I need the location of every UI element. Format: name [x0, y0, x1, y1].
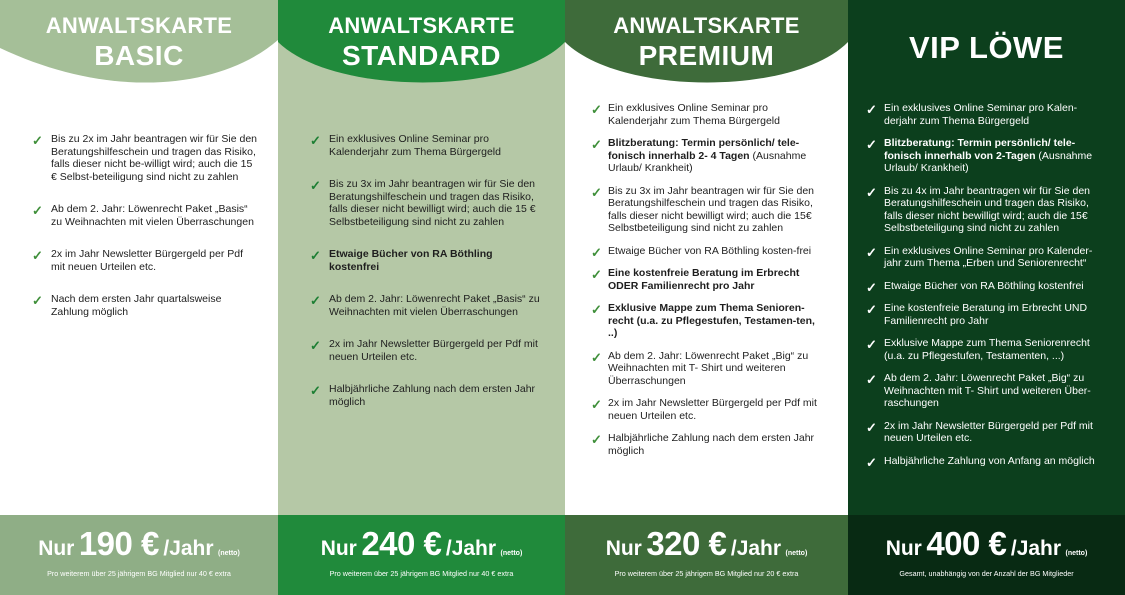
feature-item	[565, 185, 848, 235]
feature-item	[0, 293, 278, 318]
feature-list	[565, 102, 848, 467]
feature-item	[848, 420, 1125, 445]
price-prefix: Nur	[605, 537, 642, 560]
feature-bold: Blitzberatung: Termin persönlich/ tele-fonisch innerhalb von 2-Tagen	[884, 137, 1076, 162]
feature-item	[0, 203, 278, 228]
card-title: VIP LÖWE	[908, 30, 1064, 65]
price-net: (netto)	[785, 550, 808, 557]
feature-item	[278, 248, 565, 273]
check-icon: ✓	[310, 293, 321, 308]
card-header	[0, 0, 278, 104]
feature-item	[848, 245, 1125, 270]
card-standard	[278, 0, 565, 595]
feature-item	[278, 178, 565, 228]
check-icon: ✓	[310, 178, 321, 193]
check-icon: ✓	[310, 248, 321, 263]
feature-item	[848, 302, 1125, 327]
feature-item	[278, 293, 565, 318]
price-footnote: Pro weiterem über 25 jährigem BG Mitglied nur 20 € extra	[614, 569, 799, 578]
price-prefix: Nur	[885, 537, 922, 560]
feature-item	[565, 102, 848, 127]
check-icon: ✓	[866, 419, 877, 435]
price-footnote: Gesamt, unabhängig von der Anzahl der BG Mitglieder	[899, 569, 1074, 578]
card-vip	[848, 0, 1125, 595]
check-icon: ✓	[591, 432, 602, 447]
card-header	[278, 0, 565, 104]
price-net: (netto)	[1065, 550, 1088, 557]
price-value: 400 €	[926, 525, 1007, 562]
card-title-line2: BASIC	[94, 40, 184, 71]
check-icon: ✓	[591, 349, 602, 365]
price-net: (netto)	[218, 550, 240, 557]
check-icon: ✓	[591, 102, 602, 117]
feature-item	[565, 137, 848, 175]
card-title-line2: PREMIUM	[638, 40, 775, 71]
feature-item	[278, 133, 565, 158]
check-icon: ✓	[310, 133, 321, 148]
check-icon: ✓	[866, 137, 877, 152]
price-prefix: Nur	[38, 537, 75, 560]
feature-item	[848, 102, 1125, 127]
feature-text: 2x im Jahr Newsletter Bürgergeld per Pdf mit neuen Urteilen etc.	[51, 248, 243, 273]
feature-item	[0, 248, 278, 273]
feature-text: Ab dem 2. Jahr: Löwenrecht Paket „Big“ zu Weihnachten mit T- Shirt und weiteren Über-raschungen	[884, 372, 1091, 409]
feature-text: Bis zu 3x im Jahr beantragen wir für Sie den Beratungshilfeschein und tragen das Risiko, falls dieser nicht bewilligt wird; auch die 15€ Selbstbeteiligung sind nicht zu zahlen	[608, 184, 815, 234]
price-line	[0, 525, 278, 563]
check-icon: ✓	[591, 302, 602, 317]
feature-bold: Etwaige Bücher von RA Böthling kostenfrei	[329, 248, 493, 273]
check-icon: ✓	[591, 184, 602, 200]
feature-text: Halbjährliche Zahlung nach dem ersten Jahr möglich	[608, 432, 815, 457]
card-title-line2: STANDARD	[341, 40, 502, 71]
feature-text: (Ausnahme Urlaub/ Krankheit)	[884, 149, 1093, 174]
check-icon: ✓	[591, 137, 602, 152]
feature-text: Halbjährliche Zahlung nach dem ersten Jahr möglich	[329, 383, 536, 408]
card-title-line1: ANWALTSKARTE	[45, 13, 233, 38]
feature-item	[565, 245, 848, 258]
check-icon: ✓	[866, 337, 877, 352]
card-header	[848, 0, 1125, 104]
feature-item	[0, 133, 278, 183]
feature-item	[278, 383, 565, 408]
feature-text: 2x im Jahr Newsletter Bürgergeld per Pdf mit neuen Urteilen etc.	[608, 397, 817, 422]
price-net: (netto)	[500, 550, 523, 557]
price-suffix: /Jahr	[1010, 537, 1062, 560]
check-icon: ✓	[866, 279, 877, 295]
feature-text: Ein exklusives Online Seminar pro Kalen-derjahr zum Thema Bürgergeld	[884, 102, 1078, 127]
price-prefix: Nur	[320, 537, 357, 560]
price-value: 240 €	[361, 525, 442, 562]
price-suffix: /Jahr	[163, 537, 214, 560]
price-line	[565, 525, 848, 563]
feature-item	[848, 372, 1125, 410]
check-icon: ✓	[866, 454, 877, 470]
feature-text: Eine kostenfreie Beratung im Erbrecht UND Familienrecht pro Jahr	[884, 302, 1088, 327]
feature-item	[278, 338, 565, 363]
feature-text: Ein exklusives Online Seminar pro Kalender-jahr zum Thema „Erben und Seniorenrecht“	[884, 244, 1093, 269]
feature-list	[278, 133, 565, 428]
price-footer	[0, 515, 278, 595]
feature-text: Ein exklusives Online Seminar pro Kalenderjahr zum Thema Bürgergeld	[329, 133, 501, 158]
check-icon: ✓	[866, 184, 877, 200]
feature-text: Ab dem 2. Jahr: Löwenrecht Paket „Basis“ zu Weihnachten mit vielen Überraschungen	[329, 293, 540, 318]
price-line	[278, 525, 565, 563]
price-footer	[848, 515, 1125, 595]
price-suffix: /Jahr	[445, 537, 497, 560]
check-icon: ✓	[32, 293, 43, 308]
feature-bold: Exklusive Mappe zum Thema Senioren-recht (u.a. zu Pflegestufen, Testamen-ten, ..)	[608, 302, 815, 339]
feature-text: Nach dem ersten Jahr quartalsweise Zahlung möglich	[51, 293, 222, 318]
card-title-line1: ANWALTSKARTE	[328, 13, 515, 38]
feature-list	[848, 102, 1125, 477]
check-icon: ✓	[866, 302, 877, 317]
feature-text: (Ausnahme Urlaub/ Krankheit)	[608, 149, 807, 174]
check-icon: ✓	[591, 397, 602, 412]
check-icon: ✓	[591, 267, 602, 282]
check-icon: ✓	[866, 372, 877, 387]
feature-text: Etwaige Bücher von RA Böthling kosten-frei	[608, 244, 812, 257]
feature-text: Bis zu 4x im Jahr beantragen wir für Sie den Beratungshilfeschein und tragen das Risiko, falls dieser nicht bewilligt wird; auch die 15€ Selbstbeteiligung sind nicht zu zahlen	[884, 184, 1091, 234]
price-footnote: Pro weiterem über 25 jährigem BG Mitglied nur 40 € extra	[47, 569, 231, 578]
card-header	[565, 0, 848, 104]
feature-item	[565, 302, 848, 340]
feature-item	[848, 337, 1125, 362]
feature-text: Bis zu 2x im Jahr beantragen wir für Sie den Beratungshilfeschein und tragen das Risiko, falls dieser nicht be-willigt wird; auch die 15 € Selbst-beteiligung sind nicht zu zahlen	[51, 133, 258, 183]
price-suffix: /Jahr	[730, 537, 782, 560]
feature-item	[565, 397, 848, 422]
feature-item	[848, 280, 1125, 293]
feature-text: 2x im Jahr Newsletter Bürgergeld per Pdf mit neuen Urteilen etc.	[329, 338, 538, 363]
feature-text: Ein exklusives Online Seminar pro Kalenderjahr zum Thema Bürgergeld	[608, 102, 780, 127]
price-line	[848, 525, 1125, 563]
price-footnote: Pro weiterem über 25 jährigem BG Mitglied nur 40 € extra	[329, 569, 514, 578]
price-footer	[565, 515, 848, 595]
check-icon: ✓	[591, 244, 602, 260]
card-premium	[565, 0, 848, 595]
feature-text: Ab dem 2. Jahr: Löwenrecht Paket „Basis“ zu Weihnachten mit vielen Überraschungen	[51, 203, 254, 228]
feature-text: 2x im Jahr Newsletter Bürgergeld per Pdf mit neuen Urteilen etc.	[884, 419, 1093, 444]
feature-text: Ab dem 2. Jahr: Löwenrecht Paket „Big“ zu Weihnachten mit T- Shirt und weiteren Überraschungen	[608, 349, 809, 387]
feature-text: Exklusive Mappe zum Thema Seniorenrecht (u.a. zu Pflegestufen, Testamenten, ...)	[884, 337, 1090, 362]
check-icon: ✓	[32, 133, 43, 148]
feature-text: Bis zu 3x im Jahr beantragen wir für Sie den Beratungshilfeschein und tragen das Risiko, falls dieser nicht bewilligt wird; auch die 15 € Selbstbeteiligung sind nicht zu zahlen	[329, 178, 536, 228]
feature-item	[565, 350, 848, 388]
card-title-line1: ANWALTSKARTE	[613, 13, 800, 38]
feature-list	[0, 133, 278, 338]
check-icon: ✓	[32, 203, 43, 218]
feature-text: Halbjährliche Zahlung von Anfang an möglich	[884, 454, 1095, 467]
feature-bold: Blitzberatung: Termin persönlich/ tele-fonisch innerhalb 2- 4 Tagen	[608, 137, 800, 162]
feature-item	[848, 455, 1125, 468]
card-basic	[0, 0, 278, 595]
feature-item	[565, 267, 848, 292]
feature-item	[848, 137, 1125, 175]
price-footer	[278, 515, 565, 595]
check-icon: ✓	[866, 102, 877, 117]
price-value: 190 €	[78, 525, 159, 562]
check-icon: ✓	[310, 338, 321, 353]
check-icon: ✓	[32, 248, 43, 263]
feature-item	[565, 432, 848, 457]
feature-bold: Eine kostenfreie Beratung im Erbrecht ODER Familienrecht pro Jahr	[608, 267, 800, 292]
check-icon: ✓	[310, 383, 321, 398]
feature-item	[848, 185, 1125, 235]
check-icon: ✓	[866, 244, 877, 260]
feature-text: Etwaige Bücher von RA Böthling kostenfrei	[884, 279, 1084, 292]
price-value: 320 €	[646, 525, 727, 562]
